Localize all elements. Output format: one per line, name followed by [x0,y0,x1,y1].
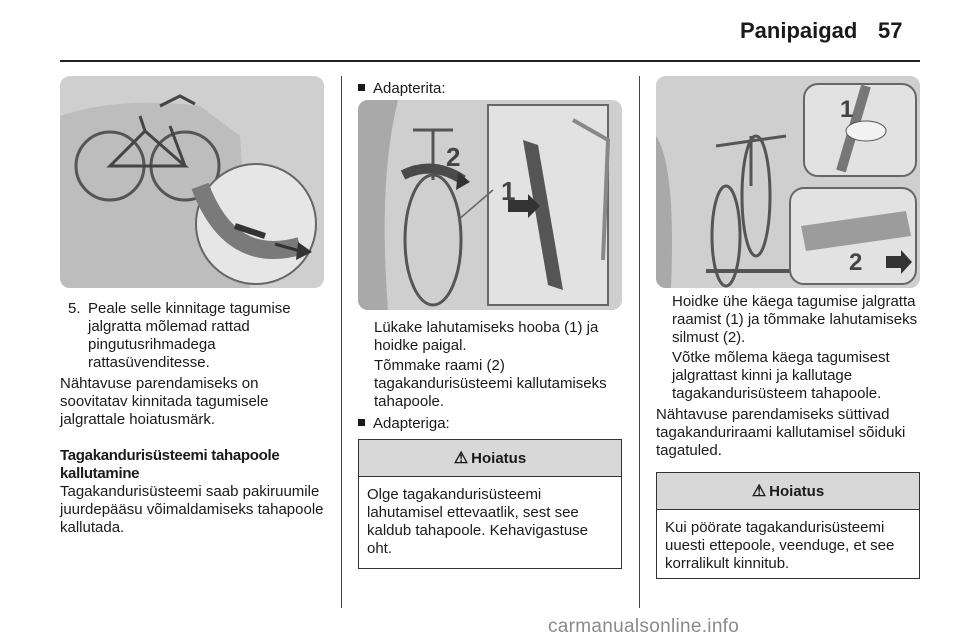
warning-box-1 [358,439,622,569]
header-rule [60,60,920,62]
warning-icon: ⚠ [453,450,469,467]
tilt-paragraph: Tagakandurisüsteemi saab pakiruumile juurdepääsu võimaldamiseks tahapoole kallutada. [60,483,324,536]
warning-title: Hoiatus [471,449,527,467]
frame-paragraph: Tõmmake raami (2) tagakandurisüsteemi kallutamiseks tahapoole. [374,357,607,410]
tilt-both-hands-paragraph: Võtke mõlema käega tagumisest jalgrattast kinni ja kallutage tagakandurisüsteem tahapoole. [672,349,890,402]
figure-loop-handle [656,76,920,288]
figure-label-1: 1 [840,96,854,123]
figure-label-1: 1 [501,176,516,206]
watermark: carmanualsonline.info [548,616,740,637]
step-5-text: Peale selle kinnitage tagumise jalgratta mõlemad rattad pingutusrihmadega rattasüvenditesse. [88,300,291,371]
lever-paragraph: Lükake lahutamiseks hooba (1) ja hoidke paigal. [374,319,599,354]
warning-box-2 [656,472,920,579]
tail-lights-paragraph: Nähtavuse parendamiseks süttivad tagakanduriraami kallutamisel sõiduki tagatuled. [656,406,906,459]
warning-header [657,473,919,510]
bullet-icon [358,84,365,91]
bullet-with-adapter: Adapteriga: [358,415,450,433]
figure-lever-frame [358,100,622,310]
warning-body: Kui pöörate tagakandurisüsteemi uuesti ettepoole, veenduge, et see korralikult kinnitub. [665,519,895,572]
page-number: 57 [878,18,903,43]
hold-frame-paragraph: Hoidke ühe käega tagumise jalgratta raamist (1) ja tõmmake lahutamiseks silmust (2). [672,293,918,346]
figure-label-2: 2 [446,142,461,172]
page-title: Panipaigad [740,18,858,43]
bullet-without-adapter: Adapterita: [358,80,446,98]
figure-label-2: 2 [849,249,863,276]
figure-bike-strap [60,76,324,288]
warning-icon: ⚠ [751,483,767,500]
warning-header [359,440,621,477]
warning-body: Olge tagakandurisüsteemi lahutamisel ettevaatlik, sest see kaldub tahapoole. Kehavigastuse oht. [367,486,589,557]
column-divider-2 [639,76,640,608]
column-divider-1 [341,76,342,608]
bullet-icon [358,419,365,426]
section-subheading: Tagakandurisüsteemi tahapoole kallutamine [60,447,280,482]
warning-title: Hoiatus [769,482,825,500]
step-number-5: 5. [68,300,81,317]
visibility-paragraph: Nähtavuse parendamiseks on soovitatav kinnitada tagumisele jalgrattale hoiatusmärk. [60,375,269,428]
